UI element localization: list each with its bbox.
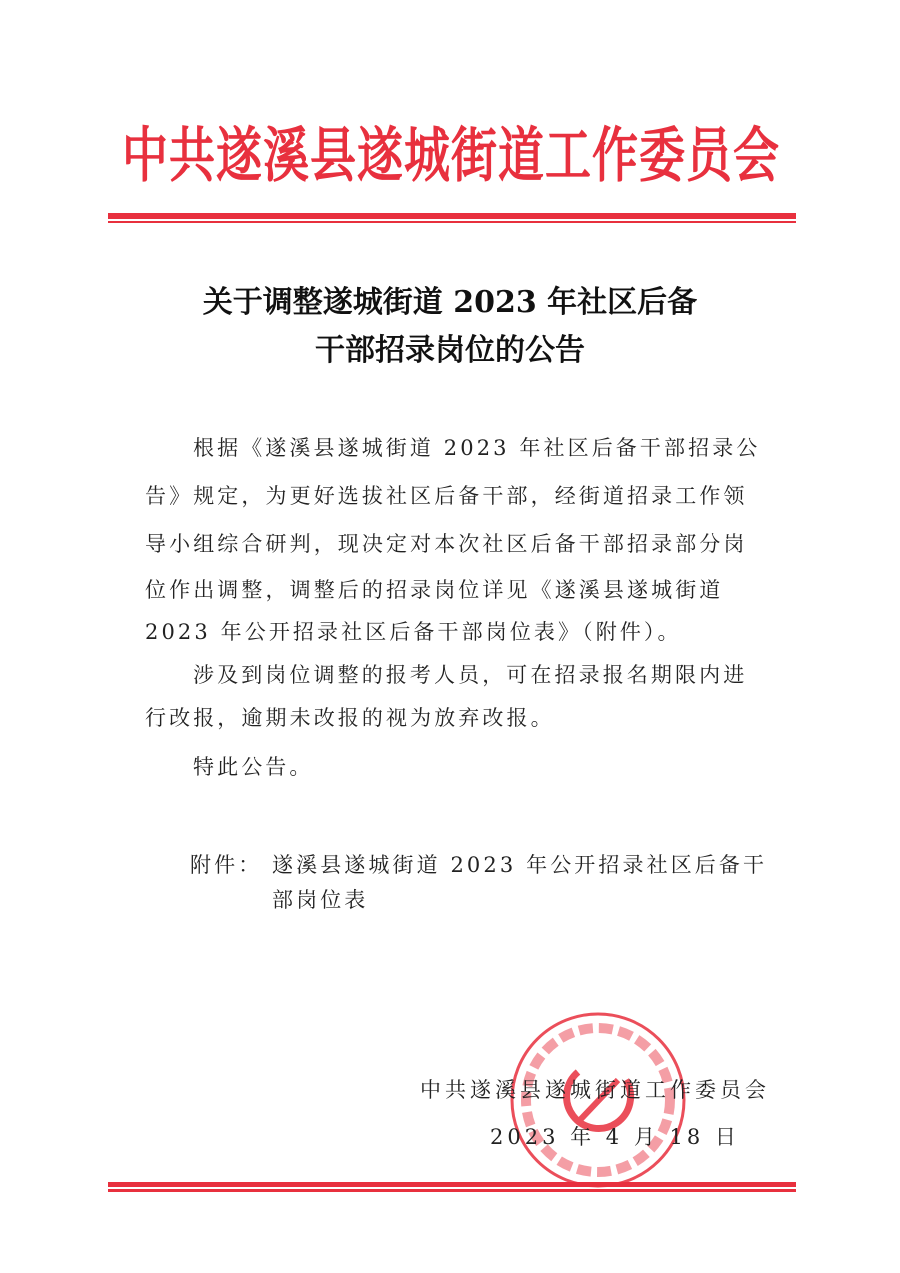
attachment-line1: 遂溪县遂城街道 2023 年公开招录社区后备干	[272, 853, 768, 877]
header-rule-thick	[108, 213, 796, 219]
body-line: 2023 年公开招录社区后备干部岗位表》（附件）。	[145, 620, 682, 644]
doc-title-line1: 关于调整遂城街道 2023 年社区后备	[202, 285, 698, 320]
body-line: 导小组综合研判，现决定对本次社区后备干部招录部分岗	[145, 532, 748, 556]
org-header: 中共遂溪县遂城街道工作委员会	[122, 120, 780, 191]
body-line: 告》规定，为更好选拔社区后备干部，经街道招录工作领	[145, 484, 748, 508]
attachment-line2: 部岗位表	[272, 888, 369, 912]
body-line: 根据《遂溪县遂城街道 2023 年社区后备干部招录公	[193, 436, 761, 460]
attachment-label: 附件：	[190, 853, 263, 877]
footer-rule-thick	[108, 1182, 796, 1187]
footer-rule-thin	[108, 1189, 796, 1192]
body-line: 行改报，逾期未改报的视为放弃改报。	[145, 706, 555, 730]
header-rule-thin	[108, 221, 796, 223]
body-line: 涉及到岗位调整的报考人员，可在招录报名期限内进	[193, 663, 748, 687]
doc-title-line2: 干部招录岗位的公告	[315, 333, 585, 368]
signature-organization: 中共遂溪县遂城街道工作委员会	[420, 1078, 770, 1102]
signature-date: 2023 年 4 月 18 日	[490, 1125, 740, 1149]
closing-text: 特此公告。	[193, 755, 314, 779]
body-line: 位作出调整，调整后的招录岗位详见《遂溪县遂城街道	[145, 578, 724, 602]
